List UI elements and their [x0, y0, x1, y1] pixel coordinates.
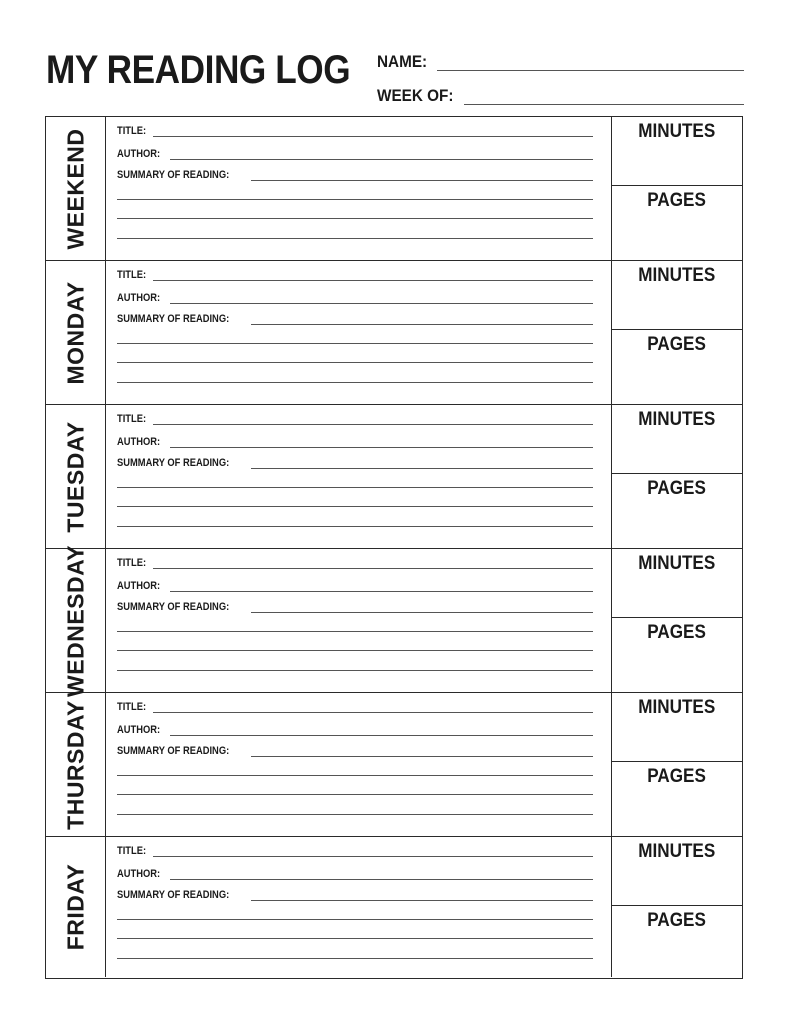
summary-label: SUMMARY OF READING:	[117, 745, 230, 757]
title-line[interactable]	[153, 280, 593, 281]
author-field[interactable]	[117, 580, 593, 592]
name-field[interactable]	[377, 52, 433, 72]
day-label: THURSDAY	[62, 699, 88, 830]
day-row-friday	[46, 837, 742, 977]
title-field[interactable]	[117, 125, 593, 137]
summary-line[interactable]	[251, 180, 593, 181]
pages-label: PAGES	[647, 334, 707, 355]
summary-line[interactable]	[117, 218, 593, 219]
stats-cell	[612, 405, 742, 548]
day-row-wednesday	[46, 544, 742, 697]
summary-field[interactable]	[117, 889, 593, 901]
summary-line[interactable]	[117, 938, 593, 939]
day-row-monday	[46, 261, 742, 405]
title-field[interactable]	[117, 701, 593, 713]
author-label: AUTHOR:	[117, 868, 161, 880]
title-label: TITLE:	[117, 557, 147, 569]
week-of-line[interactable]	[464, 104, 744, 105]
stats-cell	[612, 693, 742, 836]
day-cell	[46, 693, 106, 836]
title-field[interactable]	[117, 269, 593, 281]
page-title: MY READING LOG	[46, 48, 351, 92]
summary-line[interactable]	[117, 814, 593, 815]
pages-box[interactable]	[612, 474, 742, 548]
title-label: TITLE:	[117, 269, 147, 281]
minutes-label-wrap	[612, 553, 742, 575]
day-label: WEEKEND	[62, 127, 88, 250]
summary-line[interactable]	[117, 526, 593, 527]
pages-label-wrap	[612, 766, 742, 788]
day-label: MONDAY	[62, 280, 88, 385]
day-row-weekend	[46, 117, 742, 261]
pages-label-wrap	[612, 622, 742, 644]
summary-line[interactable]	[251, 612, 593, 613]
author-label: AUTHOR:	[117, 436, 161, 448]
book-info-cell	[106, 549, 612, 692]
author-label: AUTHOR:	[117, 724, 161, 736]
minutes-label-wrap	[612, 841, 742, 863]
minutes-box[interactable]	[612, 261, 742, 330]
title-label: TITLE:	[117, 125, 147, 137]
author-line[interactable]	[170, 879, 593, 880]
day-row-tuesday	[46, 405, 742, 549]
pages-box[interactable]	[612, 618, 742, 692]
day-cell	[46, 405, 106, 548]
pages-label: PAGES	[647, 478, 707, 499]
summary-field[interactable]	[117, 457, 593, 469]
author-line[interactable]	[170, 735, 593, 736]
book-info-cell	[106, 837, 612, 977]
pages-label-wrap	[612, 478, 742, 500]
day-cell	[46, 117, 106, 260]
pages-box[interactable]	[612, 330, 742, 404]
day-cell	[46, 544, 106, 697]
author-label: AUTHOR:	[117, 148, 161, 160]
day-label: FRIDAY	[62, 863, 88, 951]
pages-label-wrap	[612, 190, 742, 212]
pages-label: PAGES	[647, 766, 707, 787]
summary-label: SUMMARY OF READING:	[117, 313, 230, 325]
pages-box[interactable]	[612, 906, 742, 977]
summary-field[interactable]	[117, 601, 593, 613]
summary-line[interactable]	[117, 650, 593, 651]
summary-label: SUMMARY OF READING:	[117, 601, 230, 613]
minutes-label: MINUTES	[638, 409, 716, 430]
author-field[interactable]	[117, 436, 593, 448]
stats-cell	[612, 117, 742, 260]
summary-line[interactable]	[117, 631, 593, 632]
title-label: TITLE:	[117, 845, 147, 857]
pages-label: PAGES	[647, 190, 707, 211]
stats-cell	[612, 261, 742, 404]
summary-label: SUMMARY OF READING:	[117, 889, 230, 901]
summary-line[interactable]	[117, 919, 593, 920]
title-label: TITLE:	[117, 701, 147, 713]
summary-line[interactable]	[117, 775, 593, 776]
summary-field[interactable]	[117, 745, 593, 757]
minutes-label-wrap	[612, 409, 742, 431]
summary-label: SUMMARY OF READING:	[117, 169, 230, 181]
author-line[interactable]	[170, 159, 593, 160]
pages-box[interactable]	[612, 762, 742, 836]
pages-label: PAGES	[647, 910, 707, 931]
title-line[interactable]	[153, 712, 593, 713]
pages-label-wrap	[612, 910, 742, 932]
day-cell	[46, 261, 106, 404]
title-field[interactable]	[117, 413, 593, 425]
author-line[interactable]	[170, 303, 593, 304]
summary-line[interactable]	[117, 238, 593, 239]
author-field[interactable]	[117, 148, 593, 160]
title-line[interactable]	[153, 568, 593, 569]
name-label: NAME:	[377, 52, 428, 71]
minutes-label: MINUTES	[638, 265, 716, 286]
author-label: AUTHOR:	[117, 580, 161, 592]
author-field[interactable]	[117, 292, 593, 304]
summary-line[interactable]	[251, 468, 593, 469]
summary-line[interactable]	[117, 958, 593, 959]
minutes-label: MINUTES	[638, 121, 716, 142]
book-info-cell	[106, 117, 612, 260]
stats-cell	[612, 837, 742, 977]
book-info-cell	[106, 693, 612, 836]
name-line[interactable]	[437, 70, 744, 71]
summary-line[interactable]	[117, 362, 593, 363]
minutes-label-wrap	[612, 265, 742, 287]
minutes-label-wrap	[612, 121, 742, 143]
week-of-label: WEEK OF:	[377, 86, 454, 105]
minutes-box[interactable]	[612, 549, 742, 618]
minutes-box[interactable]	[612, 405, 742, 474]
minutes-label: MINUTES	[638, 553, 716, 574]
book-info-cell	[106, 261, 612, 404]
minutes-label: MINUTES	[638, 841, 716, 862]
pages-box[interactable]	[612, 186, 742, 260]
summary-line[interactable]	[117, 199, 593, 200]
summary-line[interactable]	[117, 670, 593, 671]
minutes-label: MINUTES	[638, 697, 716, 718]
minutes-label-wrap	[612, 697, 742, 719]
day-label: WEDNESDAY	[62, 544, 88, 697]
title-label: TITLE:	[117, 413, 147, 425]
pages-label-wrap	[612, 334, 742, 356]
summary-label: SUMMARY OF READING:	[117, 457, 230, 469]
summary-field[interactable]	[117, 169, 593, 181]
reading-log-table	[45, 116, 743, 979]
title-line[interactable]	[153, 424, 593, 425]
minutes-box[interactable]	[612, 693, 742, 762]
summary-line[interactable]	[251, 756, 593, 757]
day-cell	[46, 837, 106, 977]
week-of-field[interactable]	[377, 86, 462, 106]
pages-label: PAGES	[647, 622, 707, 643]
minutes-box[interactable]	[612, 117, 742, 186]
summary-line[interactable]	[117, 382, 593, 383]
stats-cell	[612, 549, 742, 692]
author-line[interactable]	[170, 591, 593, 592]
title-line[interactable]	[153, 856, 593, 857]
summary-line[interactable]	[117, 487, 593, 488]
author-label: AUTHOR:	[117, 292, 161, 304]
summary-line[interactable]	[117, 343, 593, 344]
summary-line[interactable]	[117, 506, 593, 507]
summary-line[interactable]	[251, 324, 593, 325]
summary-line[interactable]	[251, 900, 593, 901]
book-info-cell	[106, 405, 612, 548]
minutes-box[interactable]	[612, 837, 742, 906]
title-field[interactable]	[117, 845, 593, 857]
author-field[interactable]	[117, 868, 593, 880]
author-line[interactable]	[170, 447, 593, 448]
day-label: TUESDAY	[62, 420, 88, 533]
day-row-thursday	[46, 693, 742, 837]
title-line[interactable]	[153, 136, 593, 137]
title-field[interactable]	[117, 557, 593, 569]
author-field[interactable]	[117, 724, 593, 736]
summary-field[interactable]	[117, 313, 593, 325]
summary-line[interactable]	[117, 794, 593, 795]
